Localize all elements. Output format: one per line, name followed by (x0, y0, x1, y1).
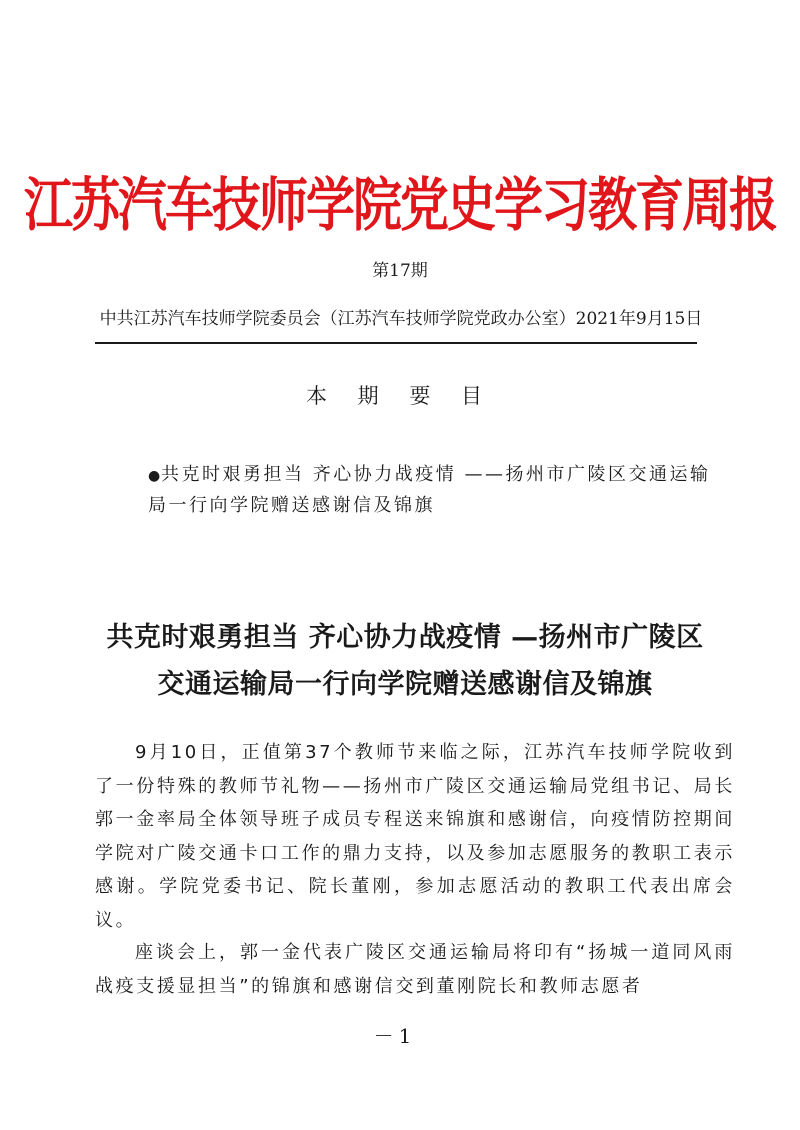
newsletter-masthead: 江苏汽车技师学院党史学习教育周报 (23, 170, 776, 240)
bullet-icon: ● (148, 468, 163, 484)
article-paragraph: 9月10日，正值第37个教师节来临之际，江苏汽车技师学院收到了一份特殊的教师节礼物——扬州市广陵区交通运输局党组书记、局长郭一金率局全体领导班子成员专程送来锦旗和感谢信，向疫情防控期间学院对广陵交通卡口工作的鼎力支持，以及参加志愿服务的教职工表示感谢。学院党委书记、院长董刚，参加志愿活动的教职工代表出席会议。 (95, 742, 735, 931)
article-title: 共克时艰勇担当 齐心协力战疫情 —扬州市广陵区交通运输局一行向学院赠送感谢信及锦旗 (106, 622, 704, 700)
toc-heading: 本 期 要 目 (305, 384, 495, 408)
header-divider (95, 342, 697, 344)
toc-entry-text: 共克时艰勇担当 齐心协力战疫情 ——扬州市广陵区交通运输局一行向学院赠送感谢信及锦旗 (148, 464, 711, 516)
publisher-date-line: 中共江苏汽车技师学院委员会（江苏汽车技师学院党政办公室）2021年9月15日 (99, 309, 703, 329)
page-number: －1 (373, 1024, 417, 1048)
toc-entry[interactable] (148, 460, 718, 521)
article-paragraph: 座谈会上，郭一金代表广陵区交通运输局将印有“扬城一道同风雨 战疫支援显担当”的锦旗和感谢信交到董刚院长和教师志愿者 (95, 942, 735, 997)
issue-number: 第17期 (372, 261, 428, 281)
